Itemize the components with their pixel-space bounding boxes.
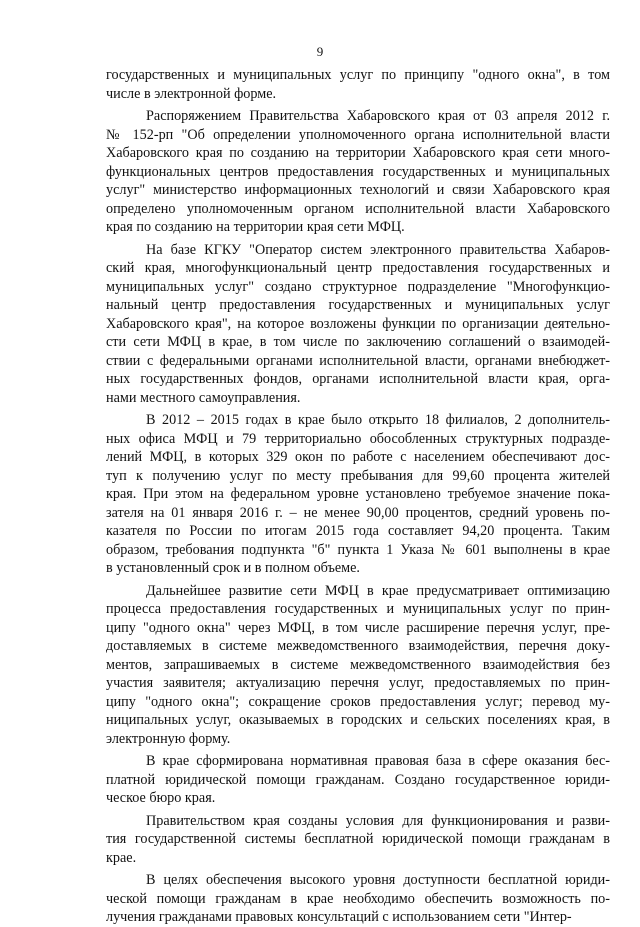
text-line: электронную форму. [106, 730, 231, 747]
text-line: ментов, запрашиваемых в системе межведомственного взаимодействия без [106, 656, 610, 673]
paragraph [106, 241, 610, 408]
text-line: ных офиса МФЦ и 79 территориально обособленных структурных подразде- [106, 430, 610, 447]
text-line: лений МФЦ, в которых 329 окон по работе с населением обеспечивают дос- [106, 449, 610, 465]
text-line: сти сети МФЦ в крае, в том числе по заключению соглашений о взаимодей- [106, 334, 610, 350]
text-line: муниципальных услуг" создано структурное подразделение "Многофункцио- [106, 278, 610, 295]
paragraph [106, 752, 610, 808]
text-line: числе в электронной форме. [106, 85, 277, 102]
text-line: крае. [106, 849, 137, 866]
text-line: нами местного самоуправления. [106, 389, 301, 406]
text-line: ствии с федеральными органами исполнительной власти, органами внебюджет- [106, 352, 610, 369]
text-line: определено уполномоченным органом исполнительной власти Хабаровского [106, 200, 610, 217]
text-line: края по созданию на территории края сети МФЦ. [106, 219, 405, 235]
text-line: лучения гражданами правовых консультаций с использованием сети "Интер- [106, 909, 572, 925]
text-line: Распоряжением Правительства Хабаровского края от 03 апреля 2012 г. [146, 108, 610, 124]
text-line: казателя по России по итогам 2015 года составляет 94,20 процента. Таким [106, 523, 610, 539]
text-line: услуг" министерство информационных технологий и связи Хабаровского края [106, 182, 610, 198]
text-line: образом, требования подпункта "б" пункта 1 Указа № 601 выполнены в крае [106, 541, 610, 558]
paragraph [106, 812, 610, 868]
text-line: ческое бюро края. [106, 790, 216, 806]
document-body [106, 66, 610, 927]
text-line: В целях обеспечения высокого уровня доступности бесплатной юриди- [146, 872, 610, 888]
text-line: На базе КГКУ "Оператор систем электронного правительства Хабаров- [146, 241, 610, 258]
text-line: ных государственных фондов, органами исполнительной власти края, орга- [106, 371, 610, 387]
text-line: Хабаровского края", на которое возложены функции по организации деятельно- [106, 315, 610, 332]
text-line: участия заявителя; актуализацию перечня услуг, предоставляемых по прин- [106, 675, 610, 691]
text-line: нальный центр предоставления государственных и муниципальных услуг [106, 297, 610, 313]
text-line: ципу "одного окна"; сокращение сроков предоставления услуг; перевод му- [106, 693, 610, 710]
paragraph [106, 66, 610, 103]
text-line: зателя на 01 января 2016 г. – не менее 90,00 процентов, средний уровень по- [106, 504, 610, 521]
text-line: доставляемых в системе межведомственного взаимодействия, перечня доку- [106, 638, 610, 654]
text-line: туп к получению услуг по месту пребывания для 99,60 процента жителей [106, 467, 610, 484]
page-number: 9 [316, 44, 324, 59]
text-line: ческой помощи гражданам в крае необходимо обеспечить возможность по- [106, 890, 610, 907]
text-line: процесса предоставления государственных и муниципальных услуг по прин- [106, 601, 610, 617]
text-line: В 2012 – 2015 годах в крае было открыто 18 филиалов, 2 дополнитель- [146, 412, 610, 428]
paragraph [106, 107, 610, 237]
text-line: ский края, многофункциональный центр предоставления государственных и [106, 260, 610, 276]
text-line: Дальнейшее развитие сети МФЦ в крае предусматривает оптимизацию [146, 582, 610, 599]
text-line: Правительством края созданы условия для функционирования и разви- [146, 812, 610, 829]
text-line: тия государственной системы бесплатной юридической помощи гражданам в [106, 831, 610, 847]
text-line: в установленный срок и в полном объеме. [106, 560, 360, 576]
paragraph [106, 411, 610, 578]
text-line: края. При этом на федеральном уровне установлено требуемое значение пока- [106, 486, 610, 502]
text-line: Хабаровского края по созданию на территории Хабаровского края сети много- [106, 145, 610, 161]
text-line: В крае сформирована нормативная правовая база в сфере оказания бес- [146, 753, 610, 769]
text-line: ниципальных услуг, оказываемых в городских и сельских поселениях края, в [106, 712, 610, 728]
text-line: функциональных центров предоставления государственных и муниципальных [106, 163, 610, 180]
text-line: № 152-рп "Об определении уполномоченного органа исполнительной власти [106, 126, 610, 143]
text-line: государственных и муниципальных услуг по принципу "одного окна", в том [106, 67, 610, 83]
text-line: платной юридической помощи гражданам. Создано государственное юриди- [106, 771, 610, 788]
text-line: ципу "одного окна" через МФЦ, в том числе расширение перечня услуг, пре- [106, 619, 610, 636]
paragraph [106, 582, 610, 749]
